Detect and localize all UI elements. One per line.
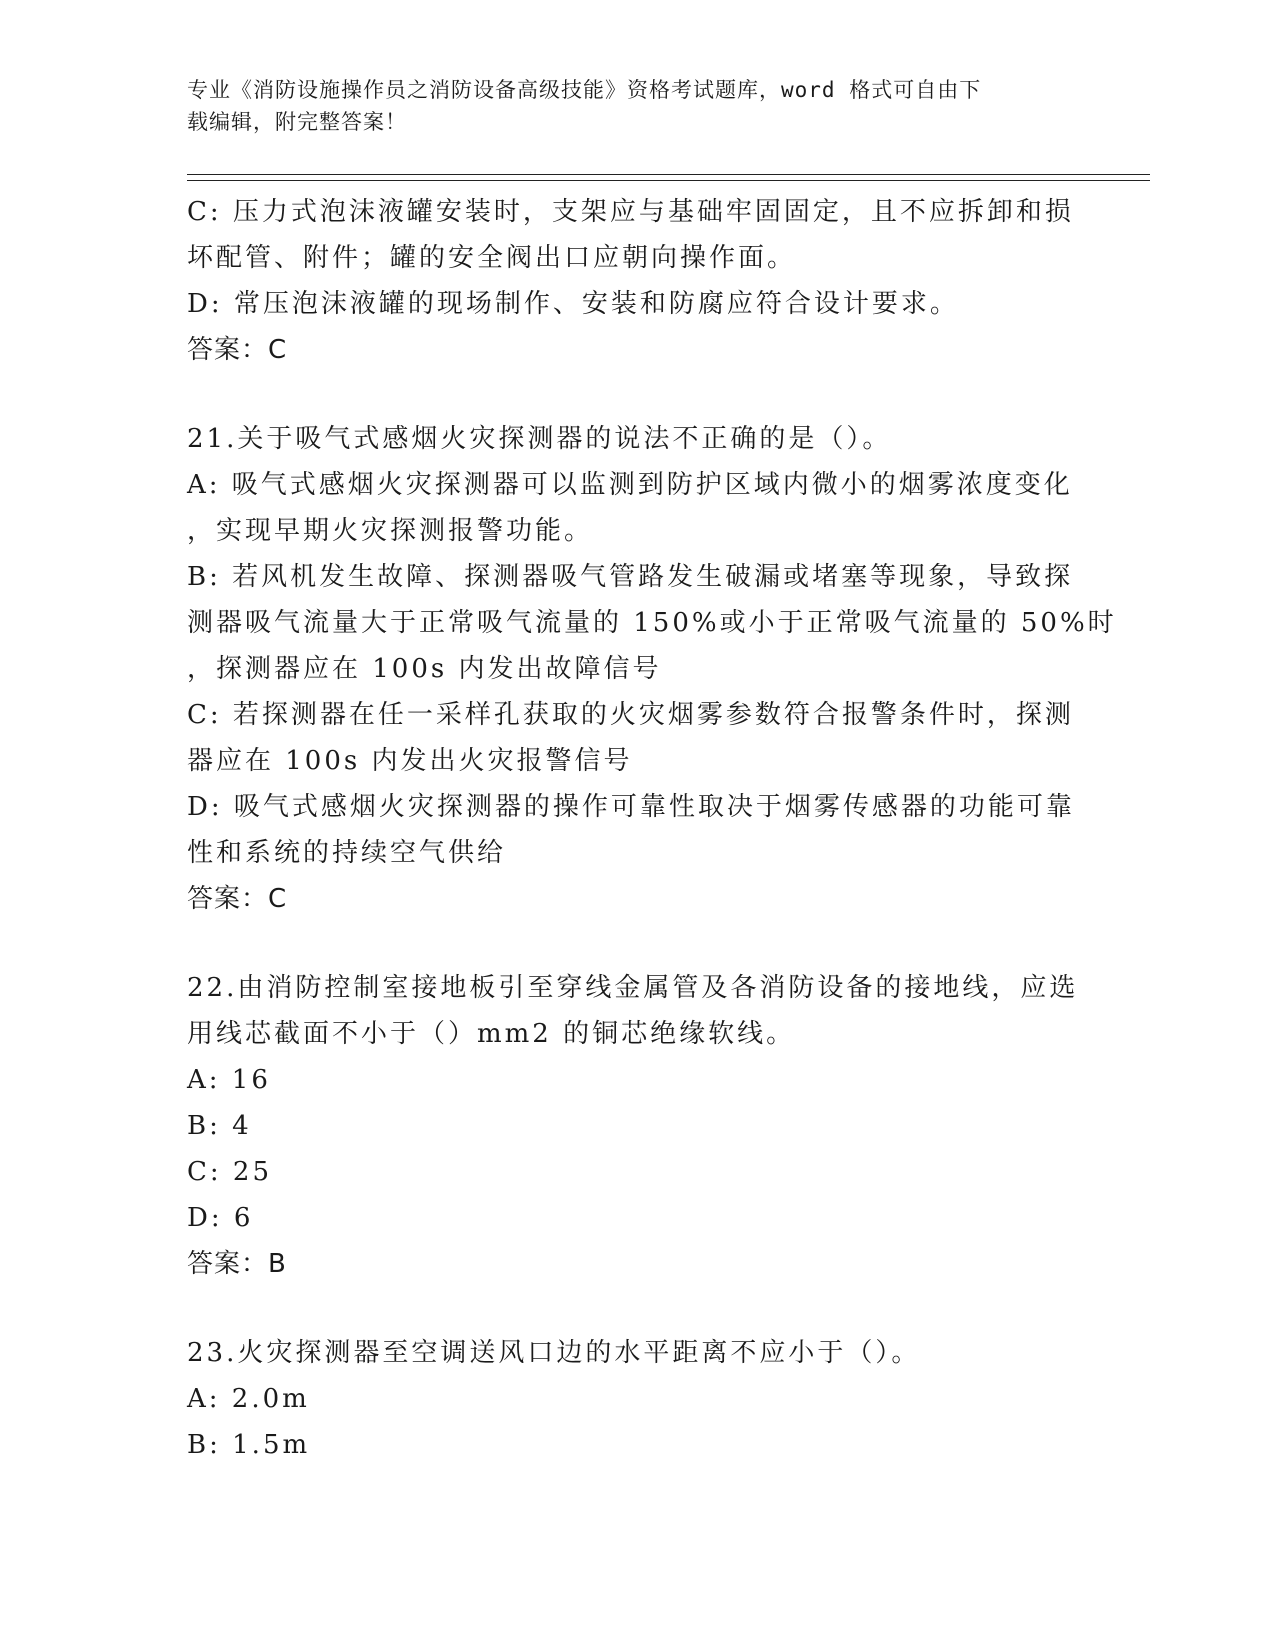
question-content xyxy=(187,189,1117,1468)
option-c-line: C: 25 xyxy=(187,1157,273,1187)
option-a-line: A: 吸气式感烟火灾探测器可以监测到防护区域内微小的烟雾浓度变化 xyxy=(187,470,1073,500)
question-23-block xyxy=(187,1330,1087,1468)
answer-line: 答案：B xyxy=(187,1249,287,1279)
header-line-1: 专业《消防设施操作员之消防设备高级技能》资格考试题库，word 格式可自由下 xyxy=(187,78,982,102)
answer-line: 答案：C xyxy=(187,335,288,365)
option-d-line: D: 吸气式感烟火灾探测器的操作可靠性取决于烟雾传感器的功能可靠 xyxy=(187,792,1075,822)
prev-question-block xyxy=(187,189,1087,373)
option-b-line: B: 4 xyxy=(187,1111,252,1141)
option-c-line: 器应在 100s 内发出火灾报警信号 xyxy=(187,746,633,776)
option-b-line: B: 1.5m xyxy=(187,1430,311,1460)
question-21-block xyxy=(187,416,1117,922)
option-c-line: 坏配管、附件；罐的安全阀出口应朝向操作面。 xyxy=(187,243,797,273)
spacer xyxy=(187,922,1087,965)
option-d-line: 性和系统的持续空气供给 xyxy=(187,838,507,868)
spacer xyxy=(187,1287,1087,1330)
option-d-line: D: 6 xyxy=(187,1203,254,1233)
header-divider-bottom xyxy=(187,180,1150,181)
question-22-text: 用线芯截面不小于（）mm2 的铜芯绝缘软线。 xyxy=(187,1019,796,1049)
option-b-line: B: 若风机发生故障、探测器吸气管路发生破漏或堵塞等现象，导致探 xyxy=(187,562,1074,592)
option-a-line: A: 16 xyxy=(187,1065,271,1095)
option-c-line: C: 若探测器在任一采样孔获取的火灾烟雾参数符合报警条件时，探测 xyxy=(187,700,1074,730)
document-header xyxy=(187,74,1067,138)
question-22-text: 22.由消防控制室接地板引至穿线金属管及各消防设备的接地线，应选 xyxy=(187,973,1079,1003)
answer-line: 答案：C xyxy=(187,884,288,914)
option-a-line: A: 2.0m xyxy=(187,1384,310,1414)
option-c-line: C: 压力式泡沫液罐安装时，支架应与基础牢固固定，且不应拆卸和损 xyxy=(187,197,1074,227)
question-22-block xyxy=(187,965,1087,1287)
question-21-text: 21.关于吸气式感烟火灾探测器的说法不正确的是（）。 xyxy=(187,424,892,454)
spacer xyxy=(187,373,1087,416)
option-b-line: 测器吸气流量大于正常吸气流量的 150%或小于正常吸气流量的 50%时 xyxy=(187,608,1117,638)
option-b-line: ，探测器应在 100s 内发出故障信号 xyxy=(187,654,662,684)
option-d-line: D: 常压泡沫液罐的现场制作、安装和防腐应符合设计要求。 xyxy=(187,289,959,319)
header-divider-top xyxy=(187,174,1150,175)
header-line-2: 载编辑，附完整答案！ xyxy=(187,110,407,134)
option-a-line: ，实现早期火灾探测报警功能。 xyxy=(187,516,594,546)
question-23-text: 23.火灾探测器至空调送风口边的水平距离不应小于（）。 xyxy=(187,1338,921,1368)
